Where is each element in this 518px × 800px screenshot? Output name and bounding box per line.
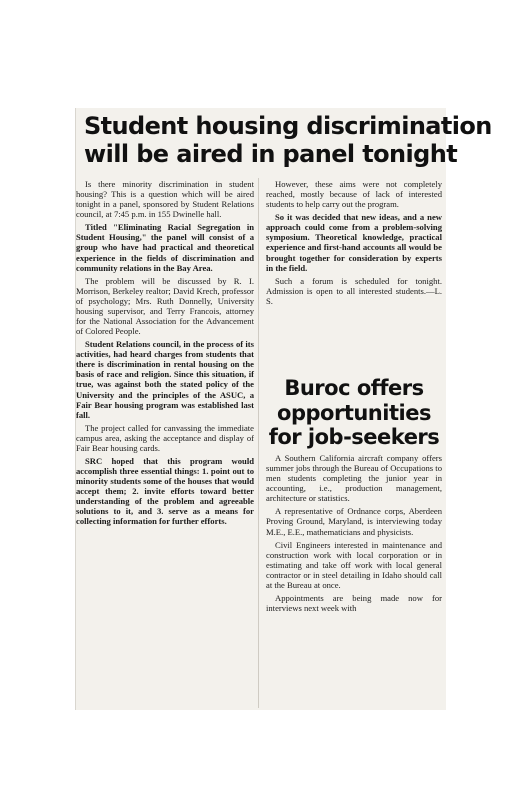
buroc-paragraph-4: Appointments are being made now for interviews next week with bbox=[266, 593, 442, 614]
right-column-top bbox=[266, 179, 442, 309]
newspaper-clipping bbox=[75, 108, 492, 710]
right-column-bottom bbox=[266, 453, 442, 616]
right-paragraph-2: So it was decided that new ideas, and a new approach could come from a problem-solving symposium. Theoretical knowledge, practical experience and first-hand accounts all would be brought together for consideration by experts in the field. bbox=[266, 212, 442, 273]
left-paragraph-1: Is there minority discrimination in student housing? This is a question which will be aired tonight in a panel, sponsored by Student Relations council, at 7:45 p.m. in 155 Dwinelle hall. bbox=[76, 179, 254, 220]
headline-line-2: will be aired in panel tonight bbox=[84, 140, 458, 168]
buroc-paragraph-2: A representative of Ordnance corps, Aberdeen Proving Ground, Maryland, is interviewing today M.E., E.E., mathematicians and physicists. bbox=[266, 506, 442, 537]
left-paragraph-4: Student Relations council, in the process of its activities, had heard charges from students that there is discrimination in rental housing on the basis of race and religion. Since this situation, if true, was against both the stated policy of the University and the principles of the ASUC, a Fair Bear housing program was established last fall. bbox=[76, 339, 254, 420]
left-paragraph-3: The problem will be discussed by R. I. Morrison, Berkeley realtor; David Krech, professor of psychology; Mrs. Ruth Donnelly, University housing supervisor, and Terry Francois, attorney for the National Association for the Advancement of Colored People. bbox=[76, 275, 254, 337]
main-headline bbox=[84, 112, 492, 168]
headline-line-1: Student housing discrimination bbox=[84, 112, 492, 140]
left-paragraph-6: SRC hoped that this program would accomplish three essential things: 1. point out to minority students some of the houses that would accept them; 2. invite efforts toward better understanding of the problem and agreeable solutions to it, and 3. serve as a means for collecting information for further efforts. bbox=[76, 456, 254, 527]
right-paragraph-1: However, these aims were not completely reached, mostly because of lack of interested students to help carry out the program. bbox=[266, 179, 442, 210]
left-column bbox=[76, 179, 254, 530]
buroc-headline: Buroc offers opportunities for job-seekers bbox=[268, 376, 440, 449]
left-paragraph-2: Titled "Eliminating Racial Segregation in Student Housing," the panel will consist of a group who have had practical and theoretical experience in the fields of discrimination and community relations in the Bay Area. bbox=[76, 222, 254, 273]
column-divider bbox=[258, 178, 259, 708]
right-paragraph-3: Such a forum is scheduled for tonight. Admission is open to all interested students.—L. S. bbox=[266, 275, 442, 306]
left-paragraph-5: The project called for canvassing the immediate campus area, asking the acceptance and display of Fair Bear housing cards. bbox=[76, 422, 254, 453]
buroc-paragraph-1: A Southern California aircraft company offers summer jobs through the Bureau of Occupations to men students completing the junior year in accounting, i.e., production management, architecture or statistics. bbox=[266, 453, 442, 504]
buroc-paragraph-3: Civil Engineers interested in maintenance and construction work with local corporation or in estimating and take off work with local general contractor or in steel detailing in Idaho should call at the Bureau at once. bbox=[266, 539, 442, 590]
